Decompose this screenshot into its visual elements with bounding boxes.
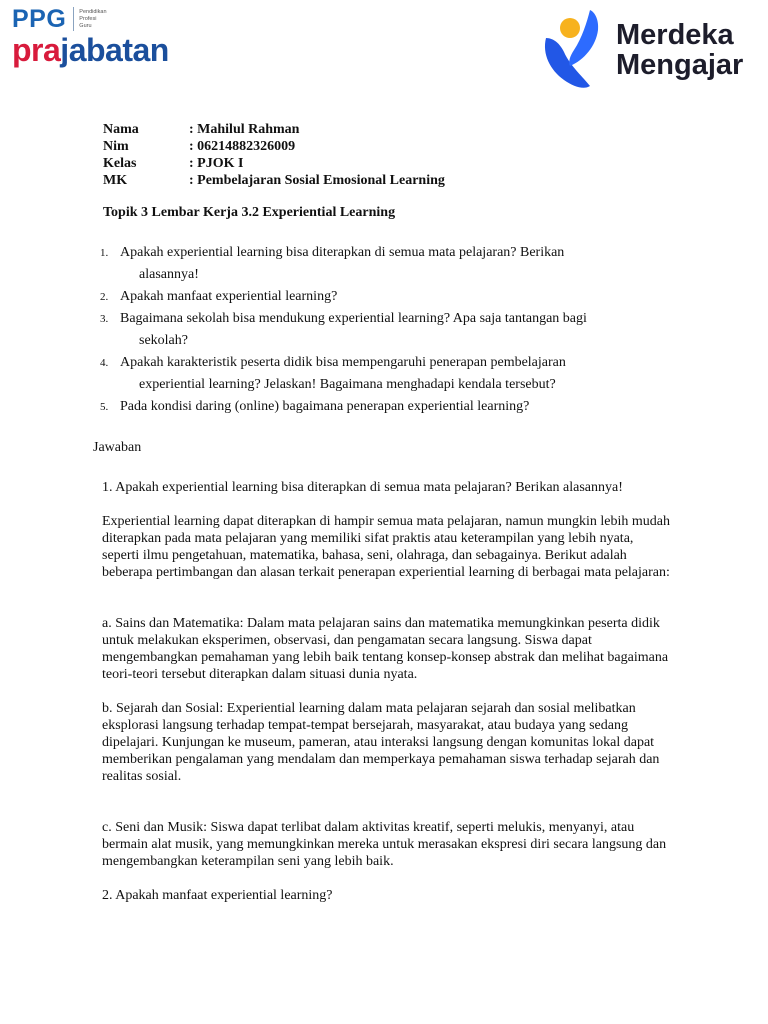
merdeka-mengajar-wordmark: Merdeka Mengajar xyxy=(616,19,744,81)
question-item: 3. Bagaimana sekolah bisa mendukung experiential learning? Apa saja tantangan bagi sekolah? xyxy=(100,311,587,348)
answer-paragraph-c: c. Seni dan Musik: Siswa dapat terlibat dalam aktivitas kreatif, seperti melukis, menyanyi, atau bermain alat musik, yang memungkinkan mereka untuk merasakan ekspresi diri secara langsung dan mengembangkan keterampilan seni yang lebih baik. xyxy=(102,820,667,869)
answer-paragraph-intro: Experiential learning dapat diterapkan di hampir semua mata pelajaran, namun mungkin lebih mudah diterapkan pada mata pelajaran yang memiliki sifat praktis atau keterampilan yang lebih nyata, seperti ilmu pengetahuan, matematika, bahasa, seni, olahraga, dan sebagainya. Berikut adalah beberapa pertimbangan dan alasan terkait penerapan experiential learning di berbagai mata pelajaran: xyxy=(102,514,670,580)
question-item: 4. Apakah karakteristik peserta didik bisa mempengaruhi penerapan pembelajaran experiential learning? Jelaskan! Bagaimana menghadapi kendala tersebut? xyxy=(100,355,566,392)
info-row-nim: Nim : 06214882326009 xyxy=(103,139,296,154)
answer-question-1: 1. Apakah experiential learning bisa diterapkan di semua mata pelajaran? Berikan alasannya! xyxy=(102,480,623,495)
ppg-prajabatan-logo xyxy=(12,4,192,76)
info-row-mk: MK : Pembelajaran Sosial Emosional Learning xyxy=(103,173,445,188)
merdeka-mengajar-logo xyxy=(540,8,768,92)
logo-divider xyxy=(73,7,74,31)
info-row-nama: Nama : Mahilul Rahman xyxy=(103,122,300,137)
answer-paragraph-b: b. Sejarah dan Sosial: Experiential learning dalam mata pelajaran sejarah dan sosial melibatkan eksplorasi langsung terhadap tempat-tempat bersejarah, masyarakat, atau budaya yang sedang dipelajari. Kunjungan ke museum, pameran, atau interaksi langsung dengan komunitas lokal dapat memberikan pengalaman yang mendalam dan memperkaya pemahaman siswa terhadap sejarah dan realitas sosial. xyxy=(102,701,660,784)
question-item: 2. Apakah manfaat experiential learning? xyxy=(100,289,338,304)
answer-question-2: 2. Apakah manfaat experiential learning? xyxy=(102,888,333,903)
prajabatan-logo-text: prajabatan xyxy=(12,32,169,68)
answer-paragraph-a: a. Sains dan Matematika: Dalam mata pelajaran sains dan matematika memungkinkan peserta didik untuk melakukan eksperimen, observasi, dan pengamatan secara langsung. Siswa dapat mengembangkan pemahaman yang lebih baik tentang konsep-konsep abstrak dan melihat bagaimana teori-teori tersebut diterapkan dalam situasi dunia nyata. xyxy=(102,616,669,682)
ppg-logo-subtitle: Pendidikan Profesi Guru xyxy=(79,8,107,29)
question-item: 1. Apakah experiential learning bisa diterapkan di semua mata pelajaran? Berikan alasannya! xyxy=(100,245,565,282)
answers-section xyxy=(102,479,672,904)
question-item: 5. Pada kondisi daring (online) bagaimana penerapan experiential learning? xyxy=(100,399,530,414)
jawaban-label: Jawaban xyxy=(93,440,142,455)
student-info xyxy=(103,121,445,189)
merdeka-mengajar-icon xyxy=(540,8,610,92)
ppg-logo-text: PPG xyxy=(12,4,67,33)
info-row-kelas: Kelas : PJOK I xyxy=(103,156,244,171)
question-list xyxy=(100,242,660,418)
topic-title: Topik 3 Lembar Kerja 3.2 Experiential Learning xyxy=(103,205,396,220)
